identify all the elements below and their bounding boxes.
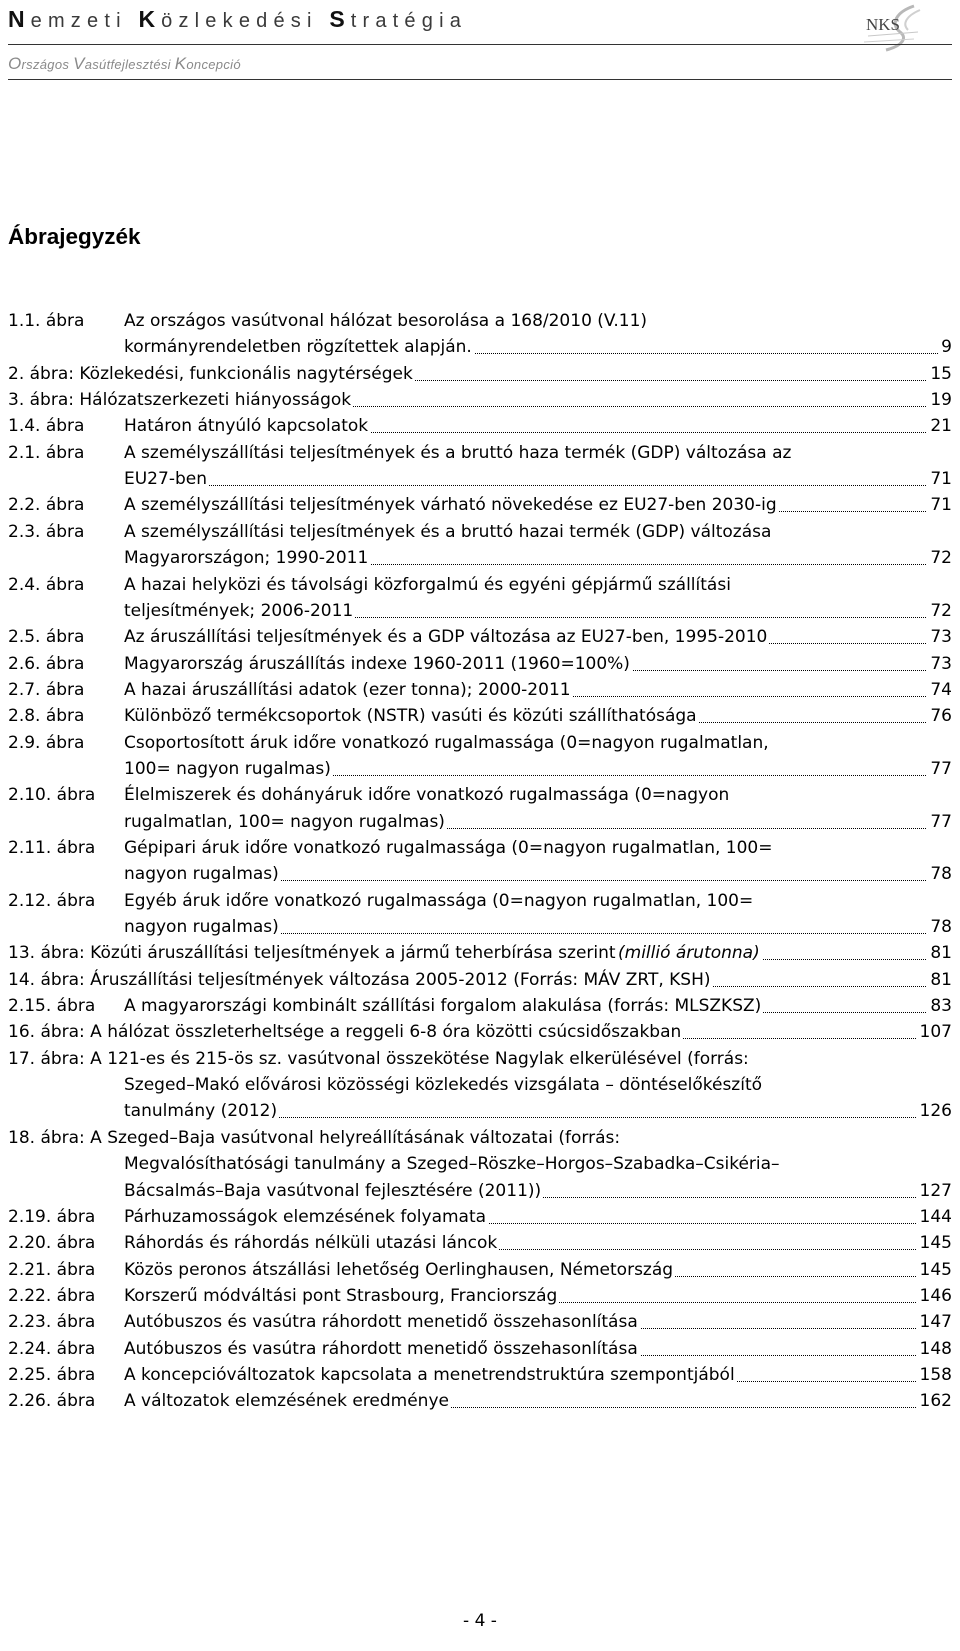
page-reference: 158 [917, 1362, 952, 1389]
figure-title-line: Szeged–Makó elővárosi közösségi közlekedés vizsgálata – döntéselőkészítő [124, 1072, 764, 1099]
toc-entry[interactable] [0, 677, 960, 704]
page-reference: 19 [927, 387, 952, 414]
page-reference: 73 [927, 624, 952, 651]
toc-entry[interactable] [0, 308, 960, 362]
page-reference: 81 [927, 967, 952, 994]
figure-title-line: 16. ábra: A hálózat összleterheltsége a reggeli 6-8 óra közötti csúcsidőszakban [8, 1019, 683, 1046]
toc-entry[interactable] [0, 519, 960, 573]
toc-entry[interactable] [0, 940, 960, 967]
page-reference: 148 [917, 1336, 952, 1363]
figure-title-line: 18. ábra: A Szeged–Baja vasútvonal helyreállításának változatai (forrás: [8, 1125, 622, 1152]
toc-entry[interactable] [0, 492, 960, 519]
toc-entry[interactable] [0, 782, 960, 836]
toc-entry[interactable] [0, 1283, 960, 1310]
svg-text:NKS: NKS [866, 15, 901, 34]
figure-title-line: 17. ábra: A 121-es és 215-ös sz. vasútvonal összekötése Nagylak elkerülésével (forrás: [8, 1046, 751, 1073]
figure-title-line: A magyarországi kombinált szállítási forgalom alakulása (forrás: MLSZKSZ) [124, 993, 763, 1020]
figure-title-line: A hazai helyközi és távolsági közforgalmú és egyéni gépjármű szállítási [124, 572, 733, 599]
figure-number: 2.7. ábra [8, 679, 85, 700]
page-reference: 81 [927, 940, 952, 967]
dot-leader [124, 485, 952, 486]
figure-title-line: A koncepcióváltozatok kapcsolata a menetrendstruktúra szempontjából [124, 1362, 737, 1389]
page-number: - 4 - [463, 1611, 497, 1631]
header-rule-bottom [8, 79, 952, 80]
toc-entry[interactable] [0, 1309, 960, 1336]
figure-title-line: Bácsalmás–Baja vasútvonal fejlesztésére (2011)) [124, 1178, 543, 1205]
figure-title-line: Párhuzamosságok elemzésének folyamata [124, 1204, 488, 1231]
page-heading: Ábrajegyzék [8, 224, 141, 249]
page-reference: 127 [917, 1178, 952, 1205]
toc-entry[interactable] [0, 1336, 960, 1363]
page-reference: 126 [917, 1098, 952, 1125]
figure-number: 2.12. ábra [8, 890, 96, 911]
figure-title-line: Különböző termékcsoportok (NSTR) vasúti és közúti szállíthatósága [124, 703, 699, 730]
page-reference: 144 [917, 1204, 952, 1231]
figure-number: 2.1. ábra [8, 442, 85, 463]
toc-entry[interactable] [0, 888, 960, 942]
toc-entry[interactable] [0, 730, 960, 784]
figure-number: 2.22. ábra [8, 1285, 96, 1306]
figure-title-line: Gépipari áruk időre vonatkozó rugalmassága (0=nagyon rugalmatlan, 100= [124, 835, 774, 862]
toc-entry[interactable] [0, 1388, 960, 1415]
figure-number: 2.9. ábra [8, 732, 85, 753]
figure-title-line: tanulmány (2012) [124, 1098, 279, 1125]
subtitle-part: Vasútfejlesztési [73, 54, 175, 73]
figure-title-line: Az áruszállítási teljesítmények és a GDP változása az EU27-ben, 1995-2010 [124, 624, 769, 651]
page-reference: 77 [927, 809, 952, 836]
figure-title-line: Közös peronos átszállási lehetőség Oerlinghausen, Németország [124, 1257, 675, 1284]
figure-number: 1.4. ábra [8, 416, 85, 437]
toc-entry[interactable] [0, 1046, 960, 1127]
figure-title-line: Magyarország áruszállítás indexe 1960-2011 (1960=100%) [124, 651, 632, 678]
page-reference: 145 [917, 1257, 952, 1284]
figure-number: 2.4. ábra [8, 574, 85, 595]
figure-title-line: 3. ábra: Hálózatszerkezeti hiányosságok [8, 387, 353, 414]
page-reference: 145 [917, 1230, 952, 1257]
figure-title-line: nagyon rugalmas) [124, 914, 281, 941]
figure-title-line: Ráhordás és ráhordás nélküli utazási láncok [124, 1230, 499, 1257]
figure-title-line: Határon átnyúló kapcsolatok [124, 413, 370, 440]
figure-title-line: Magyarországon; 1990-2011 [124, 545, 370, 572]
page-reference: 72 [927, 545, 952, 572]
header-rule-top [8, 44, 952, 45]
figure-number: 1.1. ábra [8, 311, 85, 331]
figure-title-line: Egyéb áruk időre vonatkozó rugalmassága (0=nagyon rugalmatlan, 100= [124, 888, 755, 915]
toc-entry[interactable] [0, 1362, 960, 1389]
page-reference: 71 [927, 492, 952, 519]
figure-title-line: A változatok elemzésének eredménye [124, 1388, 451, 1415]
figure-number: 2.8. ábra [8, 706, 85, 727]
figure-number: 2.23. ábra [8, 1312, 96, 1333]
figure-number: 2.6. ábra [8, 653, 85, 674]
subtitle-part: Országos [8, 54, 74, 73]
toc-entry[interactable] [0, 703, 960, 730]
toc-entry[interactable] [0, 1257, 960, 1284]
page-reference: 76 [927, 703, 952, 730]
title-part: Nemzeti [8, 6, 139, 32]
toc-entry[interactable] [0, 1019, 960, 1046]
figure-title-line: Megvalósíthatósági tanulmány a Szeged–Röszke–Horgos–Szabadka–Csikéria– [124, 1151, 782, 1178]
nks-logo [856, 2, 926, 54]
figure-title-line: A személyszállítási teljesítmények és a bruttó haza termék (GDP) változása az [124, 440, 793, 467]
figure-number: 2.24. ábra [8, 1338, 96, 1359]
figure-number: 2.3. ábra [8, 521, 85, 542]
toc-entry[interactable] [0, 361, 960, 388]
toc-entry[interactable] [0, 993, 960, 1020]
toc-entry[interactable] [0, 572, 960, 626]
figure-title-line: A hazai áruszállítási adatok (ezer tonna); 2000-2011 [124, 677, 573, 704]
figure-number: 2.25. ábra [8, 1365, 96, 1385]
figure-title-unit: (millió árutonna) [618, 940, 762, 967]
page-reference: 73 [927, 651, 952, 678]
figure-title-line: Autóbuszos és vasútra ráhordott menetidő összehasonlítása [124, 1309, 640, 1336]
toc-entry[interactable] [0, 1125, 960, 1206]
figure-title-line: nagyon rugalmas) [124, 861, 281, 888]
figure-title-line: 100= nagyon rugalmas) [124, 756, 333, 783]
figure-title-line: A személyszállítási teljesítmények várható növekedése ez EU27-ben 2030-ig [124, 492, 779, 519]
figure-number: 2.5. ábra [8, 627, 85, 648]
toc-entry[interactable] [0, 1230, 960, 1257]
toc-entry[interactable] [0, 440, 960, 494]
page-reference: 83 [927, 993, 952, 1020]
page-reference: 162 [917, 1388, 952, 1415]
page-reference: 78 [927, 861, 952, 888]
toc-entry[interactable] [0, 651, 960, 678]
page-reference: 9 [938, 334, 952, 361]
figure-title-line: rugalmatlan, 100= nagyon rugalmas) [124, 809, 447, 836]
page-reference: 146 [917, 1283, 952, 1310]
figure-title-line: 13. ábra: Közúti áruszállítási teljesítmények a jármű teherbírása szerint [8, 940, 618, 967]
title-part: Stratégia [329, 6, 468, 32]
page-reference: 74 [927, 677, 952, 704]
toc-entry[interactable] [0, 387, 960, 414]
figure-title-line: 14. ábra: Áruszállítási teljesítmények változása 2005-2012 (Forrás: MÁV ZRT, KSH) [8, 967, 713, 994]
page-reference: 107 [917, 1019, 952, 1046]
figure-number: 2.21. ábra [8, 1259, 96, 1280]
figure-title-line: EU27-ben [124, 466, 209, 493]
figure-title-line: Élelmiszerek és dohányáruk időre vonatkozó rugalmassága (0=nagyon [124, 782, 731, 809]
figure-number: 2.26. ábra [8, 1391, 96, 1412]
toc-entry[interactable] [0, 413, 960, 440]
subtitle-part: Koncepció [174, 54, 241, 73]
page-reference: 77 [927, 756, 952, 783]
figure-number: 2.10. ábra [8, 785, 96, 806]
document-subtitle [8, 54, 241, 74]
figure-number: 2.11. ábra [8, 838, 96, 858]
page-reference: 72 [927, 598, 952, 625]
page-reference: 15 [927, 361, 952, 388]
toc-entry[interactable] [0, 1204, 960, 1231]
page-reference: 21 [927, 413, 952, 440]
figure-title-line: Autóbuszos és vasútra ráhordott menetidő összehasonlítása [124, 1336, 640, 1363]
figure-title-line: A személyszállítási teljesítmények és a bruttó hazai termék (GDP) változása [124, 519, 773, 546]
figure-number: 2.19. ábra [8, 1206, 96, 1227]
page-reference: 147 [917, 1309, 952, 1336]
figure-title-line: 2. ábra: Közlekedési, funkcionális nagytérségek [8, 361, 415, 388]
figure-title-line: teljesítmények; 2006-2011 [124, 598, 355, 625]
figure-title-line: Csoportosított áruk időre vonatkozó rugalmassága (0=nagyon rugalmatlan, [124, 730, 771, 757]
figure-number: 2.20. ábra [8, 1233, 96, 1254]
page-reference: 71 [927, 466, 952, 493]
figure-title-line: kormányrendeletben rögzítettek alapján. [124, 334, 474, 361]
toc-entry[interactable] [0, 967, 960, 994]
figure-number: 2.15. ábra [8, 996, 96, 1017]
figure-title-line: Korszerű módváltási pont Strasbourg, Franciország [124, 1283, 559, 1310]
document-series-title [8, 6, 467, 33]
toc-entry[interactable] [0, 624, 960, 651]
page-reference: 78 [927, 914, 952, 941]
figure-title-line: Az országos vasútvonal hálózat besorolása a 168/2010 (V.11) [124, 308, 649, 335]
title-part: Közlekedési [138, 6, 330, 32]
figure-number: 2.2. ábra [8, 495, 85, 516]
toc-entry[interactable] [0, 835, 960, 889]
